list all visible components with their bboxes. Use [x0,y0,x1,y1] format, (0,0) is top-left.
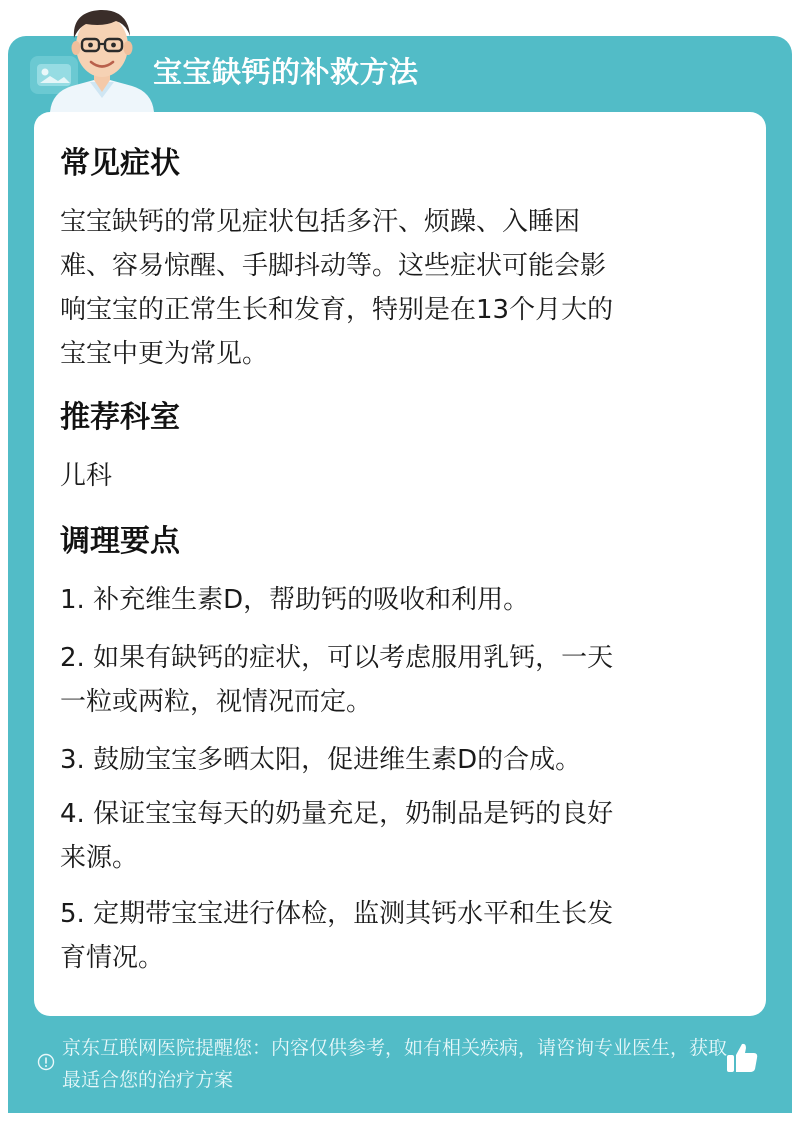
section-heading-department: 推荐科室 [60,400,180,435]
section-body-symptoms: 宝宝缺钙的常见症状包括多汗、烦躁、入睡困 难、容易惊醒、手脚抖动等。这些症状可能会影 响宝宝的正常生长和发育，特别是在13个月大的 宝宝中更为常见。 [60,207,614,369]
list-item: 1. 补充维生素D，帮助钙的吸收和利用。 [60,585,530,615]
disclaimer-text: 京东互联网医院提醒您：内容仅供参考，如有相关疾病，请咨询专业医生，获取最适合您的治疗方案 [62,1037,728,1091]
content-card [34,112,766,1016]
list-item: 2. 如果有缺钙的症状，可以考虑服用乳钙，一天 一粒或两粒，视情况而定。 [60,643,614,717]
section-heading-symptoms: 常见症状 [60,146,180,181]
list-item: 5. 定期带宝宝进行体检，监测其钙水平和生长发 育情况。 [60,899,614,973]
page-title: 宝宝缺钙的补救方法 [153,55,419,89]
list-item: 3. 鼓励宝宝多晒太阳，促进维生素D的合成。 [60,745,582,775]
thumbs-up-icon[interactable] [724,1040,760,1076]
section-body-department: 儿科 [60,461,113,491]
list-item: 4. 保证宝宝每天的奶量充足，奶制品是钙的良好 来源。 [60,799,614,873]
doctor-avatar [42,0,162,112]
info-icon [37,1053,55,1071]
section-heading-care-tips: 调理要点 [60,524,180,559]
